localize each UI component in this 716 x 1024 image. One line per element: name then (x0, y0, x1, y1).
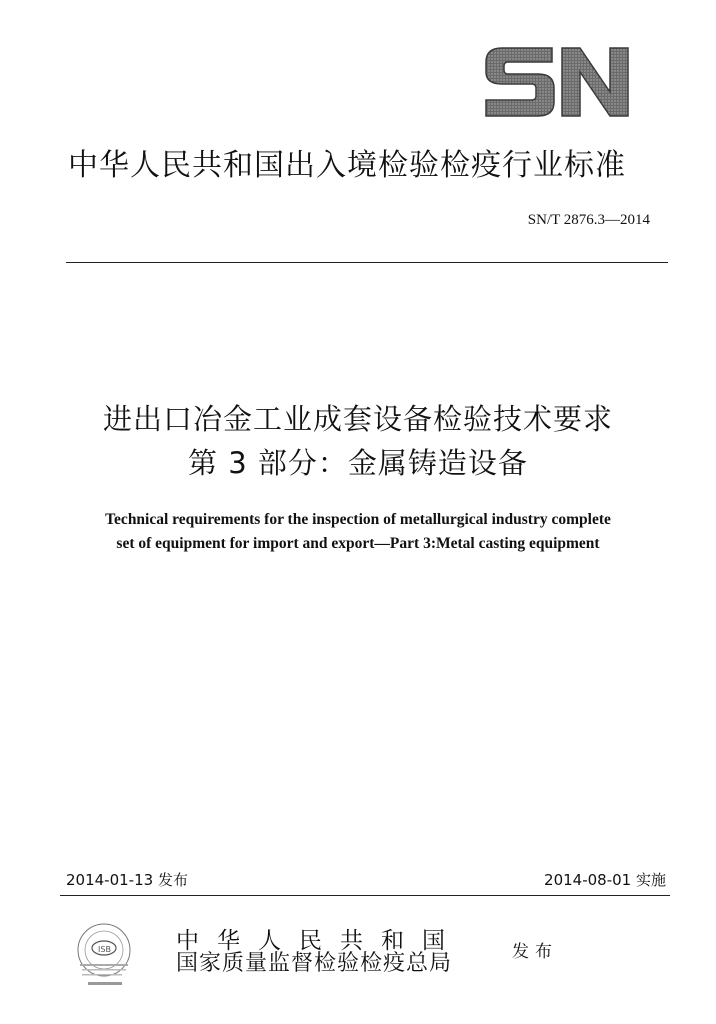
issuer-line1: 中华人民共和国 (176, 928, 463, 954)
standard-number: SN/T 2876.3—2014 (527, 212, 650, 228)
sn-logo-icon (482, 40, 634, 122)
title-en-line1: Technical requirements for the inspection of metallurgical industry complete (105, 511, 611, 528)
issue-date: 2014-01-13 发布 (66, 871, 188, 889)
implementation-date: 2014-08-01 实施 (544, 871, 666, 889)
org-title: 中华人民共和国出入境检验检疫行业标准 (68, 148, 626, 183)
title-cn-line1: 进出口冶金工业成套设备检验技术要求 (102, 402, 613, 436)
publish-label: 发布 (512, 942, 558, 962)
footer-divider (60, 895, 670, 896)
svg-text:ISB: ISB (98, 945, 111, 954)
title-cn-line2: 第 3 部分：金属铸造设备 (188, 446, 528, 480)
issuer-line2: 国家质量监督检验检疫总局 (176, 951, 453, 976)
header-divider (66, 262, 668, 263)
distribution-stamp-icon (68, 918, 148, 1000)
title-en-line2: set of equipment for import and export—Part 3:Metal casting equipment (116, 535, 600, 552)
